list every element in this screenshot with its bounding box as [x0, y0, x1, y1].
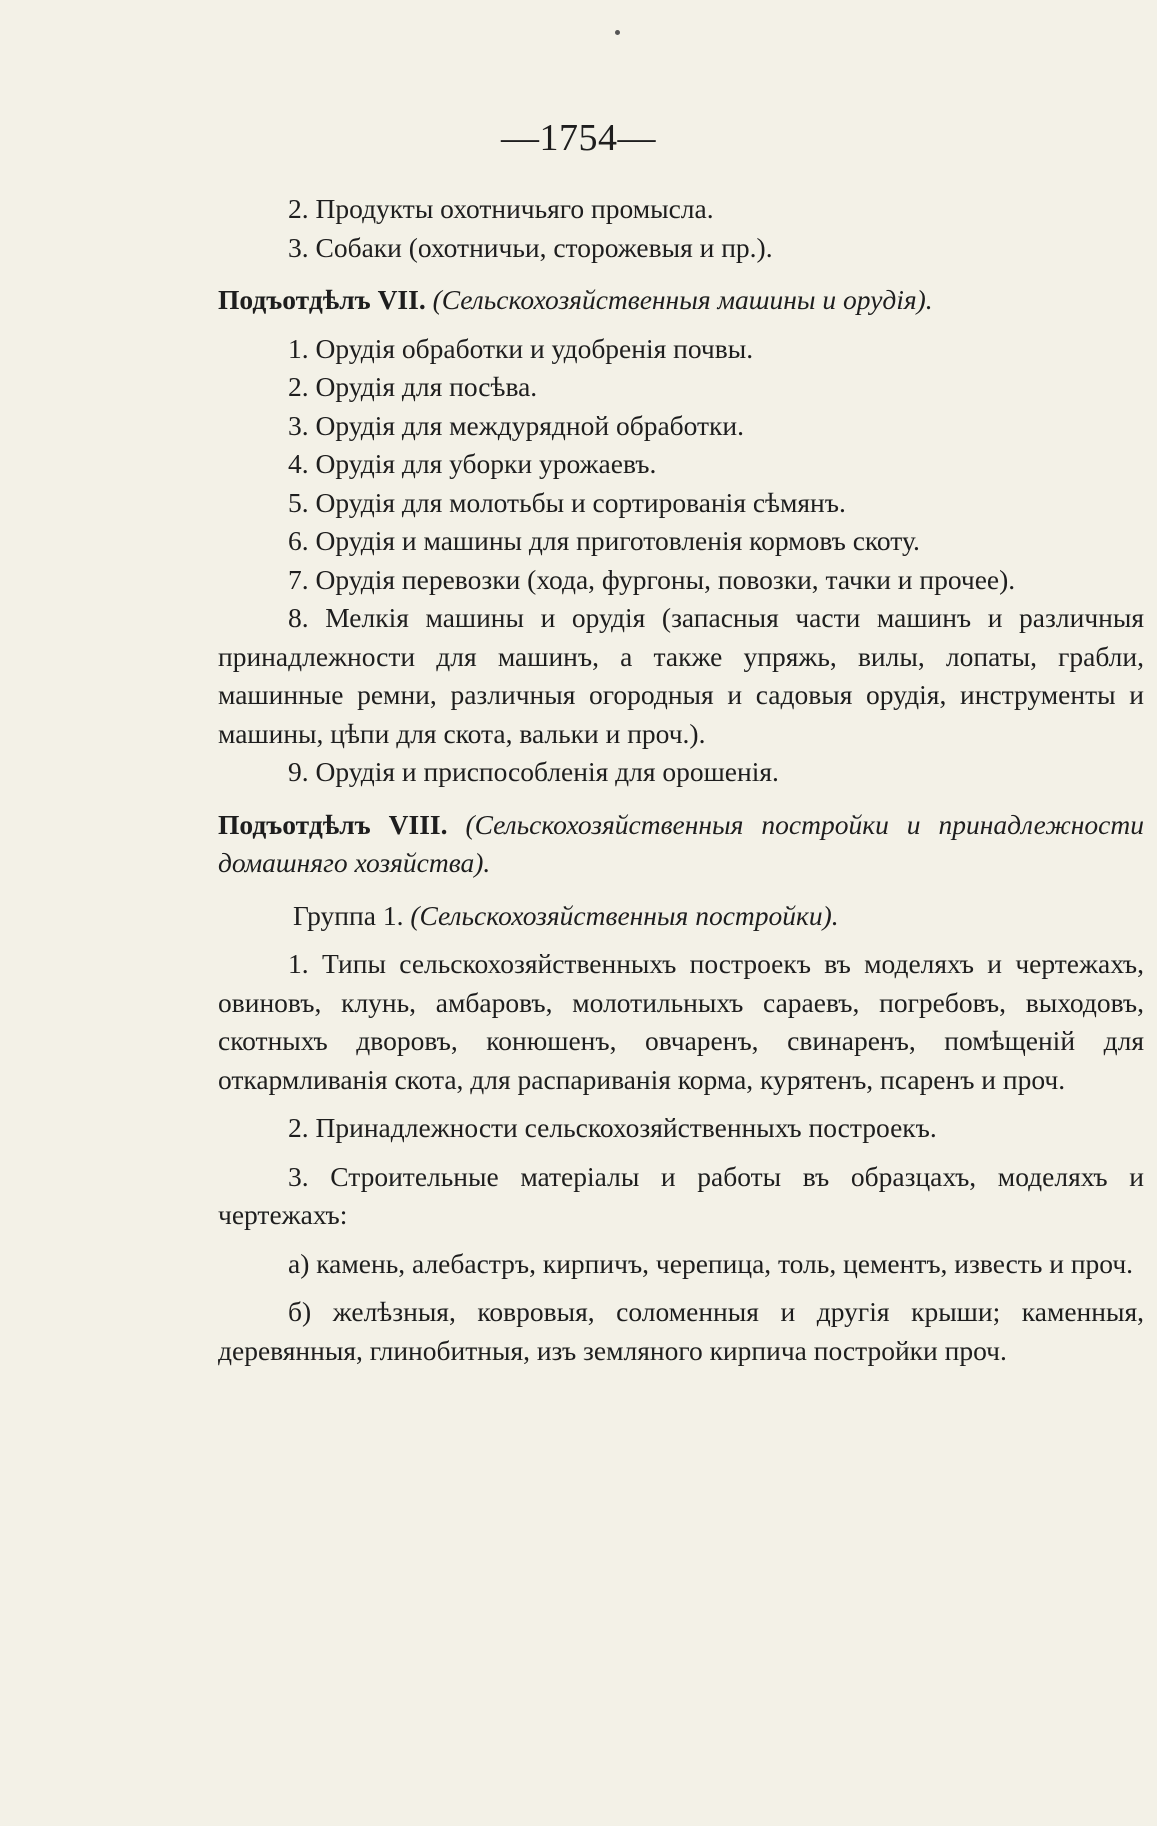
item-vii-8: 8. Мелкія машины и орудія (запасныя части машинъ и различныя принадлежности для машинъ, а также упряжь, вилы, лопаты, грабли, машинные ремни, различныя огородныя и садовыя орудія, инструменты и машины, цѣпи для скота, вальки и проч.).: [218, 602, 1144, 749]
item-vii-1: 1. Орудія обработки и удобренія почвы.: [288, 332, 754, 364]
item-vii-2: 2. Орудія для посѣва.: [288, 371, 538, 402]
section-viii-title: (Сельскохозяйственныя постройки и принадлежности домашняго хозяйства).: [218, 808, 1144, 878]
item-dogs: 3. Собаки (охотничьи, сторожевыя и пр.).: [288, 231, 773, 263]
item-vii-7: 7. Орудія перевозки (хода, фургоны, повозки, тачки и прочее).: [288, 563, 1016, 595]
item-vii-6: 6. Орудія и машины для приготовленія кормовъ скоту.: [288, 525, 920, 556]
section-viii-heading: [218, 806, 1144, 883]
section-vii-label: Подъотдѣлъ VII.: [218, 284, 426, 315]
item-vii-9: 9. Орудія и приспособленія для орошенія.: [288, 756, 779, 787]
group-1-heading: [218, 897, 1144, 936]
item-viii-3b: б) желѣзныя, ковровыя, соломенныя и другія крыши; каменныя, деревянныя, глинобитныя, изъ земляного кирпича постройки проч.: [218, 1296, 1144, 1366]
item-viii-3: 3. Строительные матеріалы и работы въ образцахъ, моделяхъ и чертежахъ:: [218, 1160, 1144, 1230]
section-vii-title: (Сельскохозяйственныя машины и орудія).: [432, 284, 933, 315]
section-viii-label: Подъотдѣлъ VIII.: [218, 808, 448, 840]
item-viii-1: 1. Типы сельскохозяйственныхъ построекъ въ моделяхъ и чертежахъ, овиновъ, клунь, амбаровъ, молотильныхъ сараевъ, погребовъ, выходовъ, скотныхъ дворовъ, конюшенъ, овчаренъ, свинаренъ, помѣщеній для откармливанія скота, для распариванія корма, курятенъ, псаренъ и проч.: [218, 948, 1144, 1095]
page-body: [218, 190, 1144, 1370]
item-hunt-products: 2. Продукты охотничьяго промысла.: [288, 193, 714, 224]
group-1-label: Группа 1.: [293, 899, 404, 931]
item-vii-5: 5. Орудія для молотьбы и сортированія сѣмянъ.: [288, 486, 846, 518]
item-viii-2: 2. Принадлежности сельскохозяйственныхъ построекъ.: [288, 1112, 937, 1143]
item-vii-3: 3. Орудія для междурядной обработки.: [288, 409, 745, 441]
page-number: —1754—: [501, 117, 656, 159]
section-vii-heading: [218, 281, 1144, 320]
group-1-title: (Сельскохозяйственныя постройки).: [410, 899, 839, 931]
ink-speck: [615, 30, 620, 35]
item-vii-4: 4. Орудія для уборки урожаевъ.: [288, 448, 657, 479]
item-viii-3a: а) камень, алебастръ, кирпичъ, черепица, толь, цементъ, известь и проч.: [288, 1247, 1134, 1279]
